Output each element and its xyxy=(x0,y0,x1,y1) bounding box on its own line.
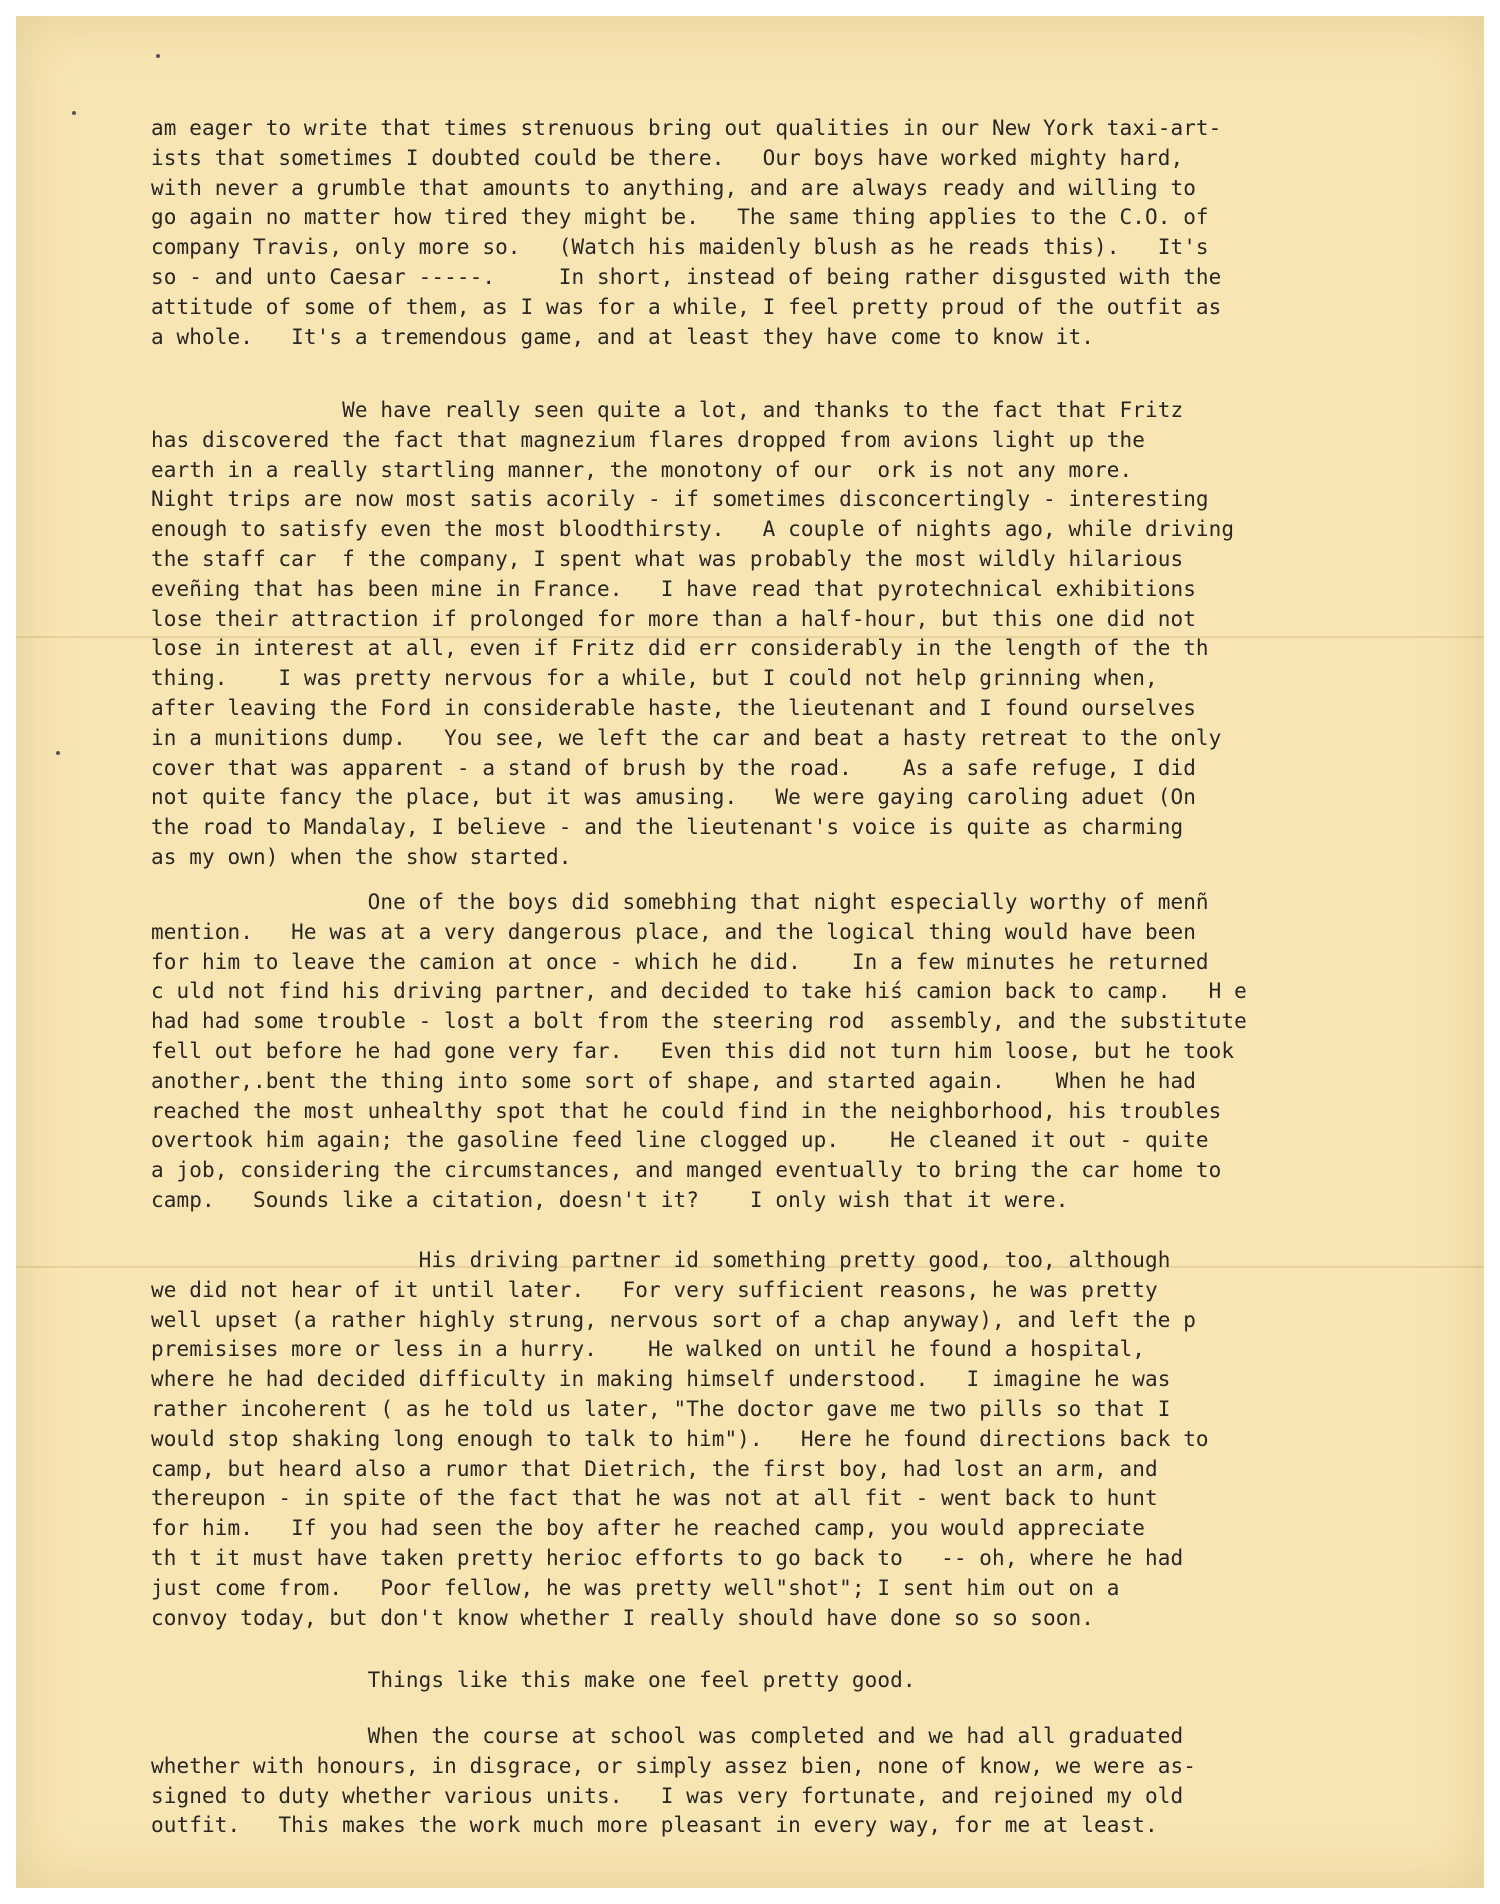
text-line: company Travis, only more so. (Watch his maidenly blush as he reads this). It's xyxy=(151,235,1209,260)
paragraph xyxy=(151,1722,1196,1841)
text-line: mention. He was at a very dangerous place, and the logical thing would have been xyxy=(151,919,1196,944)
text-line: His driving partner id something pretty good, too, although xyxy=(151,1248,1171,1272)
text-line: the staff car f the company, I spent what was probably the most wildly hilarious xyxy=(151,546,1184,571)
text-line: When the course at school was completed and we had all graduated xyxy=(151,1724,1184,1748)
text-line: eveñing that has been mine in France. I have read that pyrotechnical exhibitions xyxy=(151,576,1196,601)
text-line: so - and unto Caesar -----. In short, instead of being rather disgusted with the xyxy=(151,264,1222,289)
text-line: Things like this make one feel pretty good. xyxy=(151,1668,916,1692)
text-line: a job, considering the circumstances, and manged eventually to bring the car home to xyxy=(151,1158,1222,1183)
text-line: in a munitions dump. You see, we left the car and beat a hasty retreat to the only xyxy=(151,725,1222,750)
text-line: go again no matter how tired they might be. The same thing applies to the C.O. of xyxy=(151,205,1209,230)
text-line: attitude of some of them, as I was for a while, I feel pretty proud of the outfit as xyxy=(151,294,1222,319)
text-line: Night trips are now most satis acorily - if sometimes disconcertingly - interesting xyxy=(151,487,1209,512)
text-line: convoy today, but don't know whether I really should have done so so soon. xyxy=(151,1605,1094,1630)
text-line: not quite fancy the place, but it was amusing. We were gaying caroling aduet (On xyxy=(151,785,1196,810)
ink-speck xyxy=(72,111,76,115)
text-line: earth in a really startling manner, the monotony of our ork is not any more. xyxy=(151,457,1133,482)
text-line: the road to Mandalay, I believe - and the lieutenant's voice is quite as charming xyxy=(151,815,1184,840)
text-line: lose their attraction if prolonged for more than a half-hour, but this one did not xyxy=(151,606,1196,631)
text-line: overtook him again; the gasoline feed line clogged up. He cleaned it out - quite xyxy=(151,1128,1209,1153)
text-line: for him to leave the camion at once - which he did. In a few minutes he returned xyxy=(151,949,1209,974)
text-line: well upset (a rather highly strung, nervous sort of a chap anyway), and left the p xyxy=(151,1307,1196,1332)
paragraph xyxy=(151,114,1221,352)
text-line: would stop shaking long enough to talk to him"). Here he found directions back to xyxy=(151,1426,1209,1451)
text-line: has discovered the fact that magnezium flares dropped from avions light up the xyxy=(151,427,1145,452)
text-line: camp, but heard also a rumor that Dietrich, the first boy, had lost an arm, and xyxy=(151,1456,1158,1481)
paragraph xyxy=(151,1666,916,1696)
paragraph xyxy=(151,1246,1209,1633)
text-line: another,.bent the thing into some sort of shape, and started again. When he had xyxy=(151,1068,1196,1093)
text-line: c uld not find his driving partner, and decided to take hiś camion back to camp. H e xyxy=(151,979,1247,1004)
text-line: a whole. It's a tremendous game, and at least they have come to know it. xyxy=(151,324,1094,349)
text-line: after leaving the Ford in considerable haste, the lieutenant and I found ourselves xyxy=(151,695,1196,720)
text-line: outfit. This makes the work much more pleasant in every way, for me at least. xyxy=(151,1813,1158,1838)
text-line: rather incoherent ( as he told us later, "The doctor gave me two pills so that I xyxy=(151,1396,1171,1421)
text-line: enough to satisfy even the most bloodthirsty. A couple of nights ago, while driving xyxy=(151,517,1235,542)
text-line: we did not hear of it until later. For very sufficient reasons, he was pretty xyxy=(151,1277,1158,1302)
text-line: cover that was apparent - a stand of brush by the road. As a safe refuge, I did xyxy=(151,755,1196,780)
paragraph xyxy=(151,396,1234,873)
text-line: reached the most unhealthy spot that he could find in the neighborhood, his troubles xyxy=(151,1098,1222,1123)
text-line: th t it must have taken pretty herioc efforts to go back to -- oh, where he had xyxy=(151,1545,1184,1570)
text-line: camp. Sounds like a citation, doesn't it? I only wish that it were. xyxy=(151,1187,1069,1212)
text-line: whether with honours, in disgrace, or simply assez bien, none of know, we were as- xyxy=(151,1753,1196,1778)
text-line: premisises more or less in a hurry. He walked on until he found a hospital, xyxy=(151,1337,1145,1362)
typed-letter-page xyxy=(16,16,1484,1888)
text-line: thing. I was pretty nervous for a while, but I could not help grinning when, xyxy=(151,666,1158,691)
text-line: with never a grumble that amounts to anything, and are always ready and willing to xyxy=(151,175,1196,200)
text-line: had had some trouble - lost a bolt from the steering rod assembly, and the substitute xyxy=(151,1009,1247,1034)
text-line: for him. If you had seen the boy after he reached camp, you would appreciate xyxy=(151,1516,1145,1541)
text-line: lose in interest at all, even if Fritz did err considerably in the length of the th xyxy=(151,636,1209,661)
text-line: am eager to write that times strenuous bring out qualities in our New York taxi-art- xyxy=(151,116,1222,140)
text-line: One of the boys did somebhing that night especially worthy of menñ xyxy=(151,890,1209,914)
text-line: just come from. Poor fellow, he was pretty well"shot"; I sent him out on a xyxy=(151,1575,1120,1600)
text-line: ists that sometimes I doubted could be there. Our boys have worked mighty hard, xyxy=(151,145,1184,170)
text-line: thereupon - in spite of the fact that he was not at all fit - went back to hunt xyxy=(151,1486,1158,1511)
ink-speck xyxy=(156,54,160,58)
text-line: where he had decided difficulty in making himself understood. I imagine he was xyxy=(151,1367,1171,1392)
text-line: fell out before he had gone very far. Even this did not turn him loose, but he took xyxy=(151,1038,1235,1063)
ink-speck xyxy=(56,751,60,755)
text-line: We have really seen quite a lot, and thanks to the fact that Fritz xyxy=(151,398,1184,422)
text-line: as my own) when the show started. xyxy=(151,844,572,869)
text-line: signed to duty whether various units. I was very fortunate, and rejoined my old xyxy=(151,1783,1184,1808)
paragraph xyxy=(151,888,1247,1216)
